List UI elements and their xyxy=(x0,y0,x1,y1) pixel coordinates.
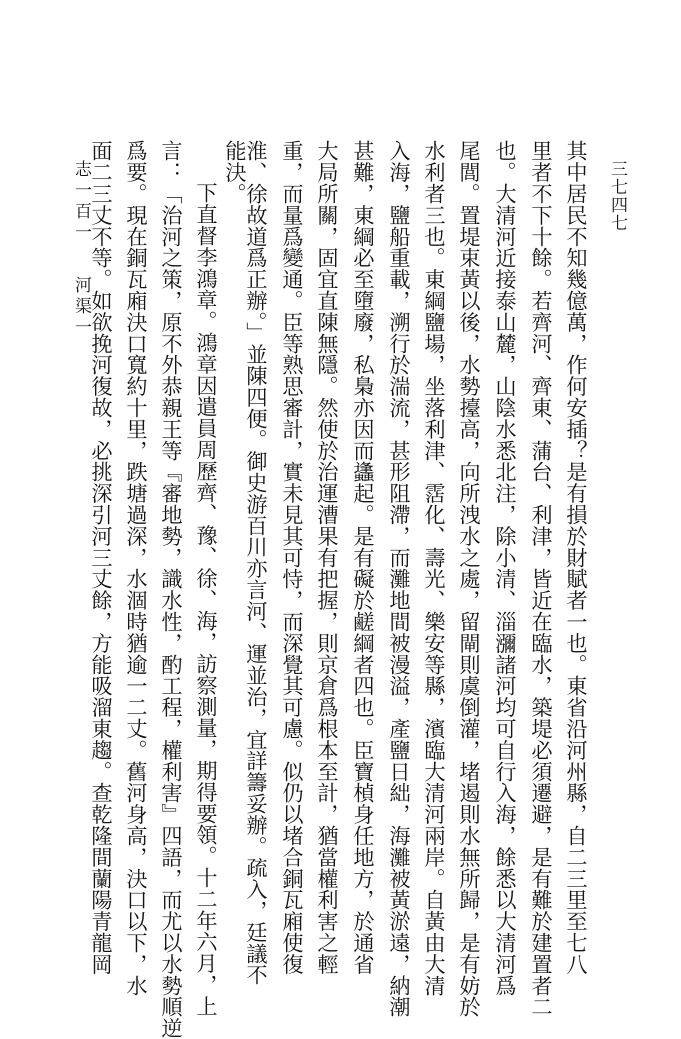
page-number: 三七四七 xyxy=(607,160,627,232)
text-column-8: 大局所關，固宜直陳無隱。然使於治運漕果有把握，則京倉爲根本至計，猶當權利害之輕 xyxy=(315,140,340,975)
text-column-6: 入海，鹽船重載，溯行於湍流，甚形阻滯，而灘地間被漫溢，產鹽日絀，海灘被黃淤遠，納潮 xyxy=(387,140,412,1018)
text-column-4: 尾閭。置堤束黃以後，水勢擡高，向所洩水之處，留閘則虞倒灌，堵遏則水無所歸，是有妨於 xyxy=(457,140,482,1018)
text-column-10: 淮、徐故道爲正辦。」並陳四便。御史游百川亦言河、運並治，宜詳籌妥辦。疏入，廷議不 xyxy=(244,140,269,986)
text-column-1: 其中居民不知幾億萬，作何安插？是有損於財賦者一也。東省沿河州縣，自二三里至七八 xyxy=(564,140,589,975)
volume-label: 志一百一 xyxy=(71,160,91,244)
text-column-5: 水利者三也。東綱鹽場，坐落利津、霑化、壽光、樂安等縣，濱臨大清河兩岸。自黃由大清 xyxy=(422,140,447,996)
text-column-3: 也。大清河近接泰山麓，山陰水悉北注，除小清、淄瀰諸河均可自行入海，餘悉以大清河爲 xyxy=(493,140,518,996)
section-label: 河渠一 xyxy=(71,276,91,339)
text-column-11: 能決。 xyxy=(223,140,248,205)
text-column-7: 甚難，東綱必至墮廢，私梟亦因而蠭起。是有礙於鹺綱者四也。臣寶楨身任地方，於通省 xyxy=(351,140,376,975)
text-column-15: 面二三丈不等。如欲挽河復故，必挑深引河三丈餘，方能吸溜東趨。查乾隆間蘭陽青龍岡 xyxy=(89,140,114,975)
text-column-2: 里者不下十餘。若齊河、齊東、蒲台、利津，皆近在臨水，築堤必須遷避，是有難於建置者二 xyxy=(529,140,554,1018)
text-column-13: 言：「治河之策，原不外恭親王等『審地勢，識水性，酌工程，權利害』四語，而尤以水勢順逆 xyxy=(159,140,184,1039)
text-column-14: 爲要。現在銅瓦廂決口寬約十里，跌塘過深，水涸時猶逾一二丈。舊河身高，決口以下，水 xyxy=(124,140,149,996)
text-column-9: 重，而量爲變通。臣等熟思審計，實未見其可恃，而深覺其可慮。似仍以堵合銅瓦廂使復 xyxy=(280,140,305,975)
text-column-12: 下直督李鴻章。鴻章因遣員周歷齊、豫、徐、海，訪察測量，期得要領。十二年六月，上 xyxy=(194,182,219,1017)
